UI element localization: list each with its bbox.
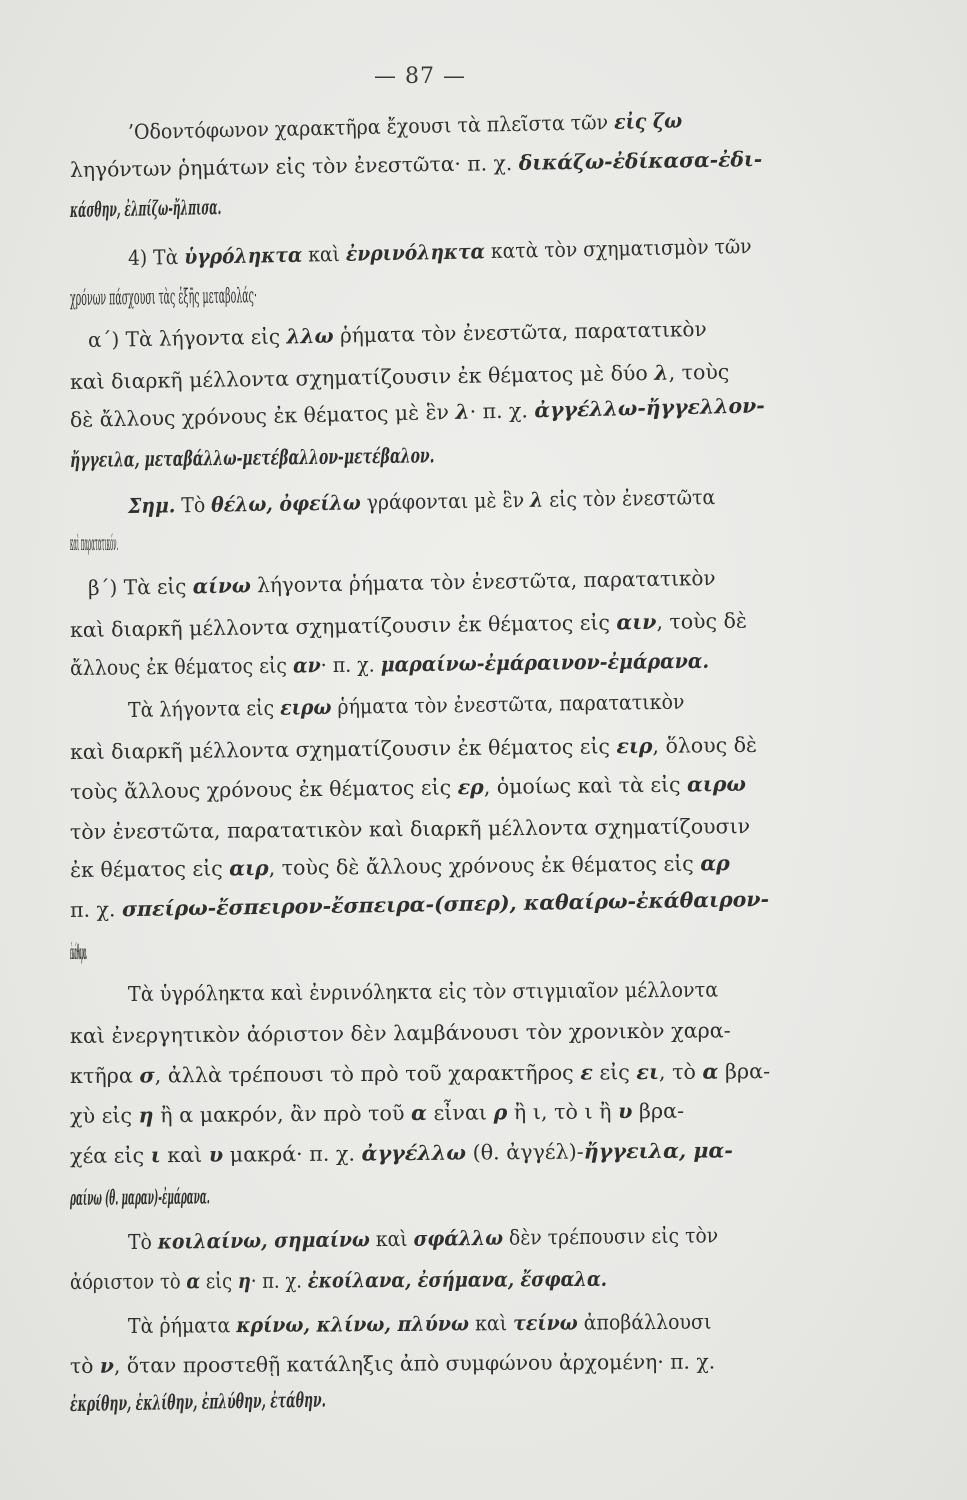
text-run: ἢ ι, τὸ ι ἢ — [507, 1099, 619, 1125]
text-line — [70, 650, 772, 678]
text-line — [70, 815, 830, 842]
text-line — [70, 533, 270, 554]
text-run: καὶ διαρκῆ μέλλοντα σχηματίζουσιν ἐκ θέματος εἰς — [69, 734, 617, 764]
text-line — [128, 979, 838, 1005]
text-line — [70, 1184, 402, 1208]
text-run: Τὸ — [127, 1229, 158, 1254]
text-line — [70, 773, 830, 803]
text-run: λήγοντα ῥήματα τὸν ἐνεστῶτα, παρατατικὸν — [250, 565, 716, 598]
bold-term: ν — [99, 1353, 115, 1378]
text-run: ’Οδοντόφωνον χαρακτῆρα ἔχουσι τὰ πλεῖστα τῶν — [127, 109, 615, 144]
bold-term: εἰς ζω — [613, 108, 683, 134]
text-run: δὲν τρέπουσιν εἰς τὸν — [502, 1223, 719, 1250]
text-run: βρα- — [632, 1098, 685, 1124]
bold-term: ει — [636, 1059, 660, 1085]
text-line — [88, 566, 830, 598]
bold-term: ἐνρινόληκτα — [345, 239, 486, 266]
bold-term: κοιλαίνω, σημαίνω — [157, 1227, 370, 1254]
text-line — [70, 443, 590, 470]
bold-term: ερ — [457, 774, 484, 800]
page-number: — 87 — — [374, 64, 466, 89]
text-run: χρόνων πάσχουσι τὰς ἑξῆς μεταβολάς· — [69, 283, 257, 310]
text-run: ἀόριστον τὸ — [69, 1269, 187, 1294]
bold-term: κρίνω, κλίνω, πλύνω — [236, 1311, 470, 1338]
text-line — [70, 394, 826, 430]
bold-term: τείνω — [513, 1310, 578, 1336]
text-run: καὶ διαρκῆ μέλλοντα σχηματίζουσιν ἐκ θέματος μὲ δύο — [69, 360, 655, 394]
text-run: μακρά· π. χ. — [223, 1141, 362, 1167]
text-run: καὶ — [369, 1226, 414, 1252]
text-run: , ὅταν προστεθῇ κατάληξις ἀπὸ συμφώνου ἀρχομένη· π. χ. — [113, 1349, 716, 1378]
text-line — [70, 1019, 836, 1046]
text-run: · π. χ. — [320, 652, 381, 678]
text-line — [70, 942, 190, 963]
text-run: (θ. ἀγγέλ)- — [465, 1139, 584, 1165]
bold-term: σφάλλω — [413, 1225, 504, 1251]
bold-term: υ — [617, 1099, 633, 1124]
bold-term: ἐκάθαρα. — [70, 940, 88, 964]
text-run: , ὅλους δὲ — [652, 732, 758, 758]
text-line — [70, 734, 830, 762]
bold-term: δικάζω-ἐδίκασα-ἐδι- — [518, 147, 763, 175]
bold-term: λλω — [286, 323, 334, 349]
bold-term: ἐκρίθην, ἐκλίθην, ἐπλύθην, ἐτάθην. — [69, 1387, 326, 1416]
text-run: α΄) Τὰ λήγοντα εἰς — [87, 324, 287, 352]
bold-term: ἐκοίλανα, ἐσήμανα, ἔσφαλα. — [307, 1266, 608, 1293]
text-line — [70, 1351, 822, 1377]
bold-term: ἤγγειλα, μεταβάλλω-μετέβαλλον-μετέβαλον. — [69, 443, 435, 472]
text-line — [128, 235, 822, 269]
text-run: ἀποβάλλουσι — [577, 1309, 712, 1335]
text-run: καὶ ἐνεργητικὸν ἀόριστον δὲν λαμβάνουσι τὸν χρονικὸν χαρα- — [69, 1018, 731, 1048]
text-run: εἰς — [200, 1268, 238, 1294]
bold-term: αν — [292, 653, 321, 678]
text-line — [128, 1311, 830, 1337]
text-run: χὺ εἰς — [69, 1103, 139, 1128]
bold-term: ρ — [493, 1100, 508, 1125]
text-line — [70, 609, 830, 640]
text-line — [128, 485, 826, 516]
text-run: καὶ διαρκῆ μέλλοντα σχηματίζουσιν ἐκ θέματος εἰς — [69, 610, 617, 642]
text-line — [128, 1224, 824, 1252]
text-run: , τοὺς δὲ — [656, 608, 748, 634]
text-run: εἰς τὸν ἐνεστῶτα — [543, 485, 716, 512]
bold-term: αίνω — [192, 573, 251, 599]
text-run: ἢ α μακρόν, ἂν πρὸ τοῦ — [153, 1101, 412, 1128]
text-run: εἶναι — [426, 1100, 494, 1125]
text-run: τοὺς ἄλλους χρόνους ἐκ θέματος εἰς — [69, 775, 458, 804]
bold-term: αρ — [700, 851, 730, 876]
text-run: , ὁμοίως καὶ τὰ εἰς — [483, 772, 688, 799]
bold-term: ειρ — [616, 733, 653, 759]
bold-term: υ — [208, 1142, 224, 1167]
text-run: β΄) Τὰ εἰς — [87, 574, 193, 600]
bold-term: ὑγρόληκτα — [184, 242, 303, 269]
bold-term: αιρ — [229, 855, 269, 881]
bold-term: μαραίνω-ἐμάραινον-ἐμάρανα. — [380, 648, 710, 677]
bold-term: ραίνω (θ. μαραν)-ἐμάρανα. — [69, 1184, 210, 1210]
text-line — [128, 689, 830, 720]
text-run: ῥήματα τὸν ἐνεστῶτα, παρατατικὸν — [331, 689, 685, 719]
text-run: εἰς — [592, 1060, 637, 1085]
bold-term: ειρω — [279, 694, 332, 720]
text-line — [70, 360, 830, 392]
bold-term: θέλω, ὀφείλω — [211, 490, 361, 517]
text-run: Τὰ ῥήματα — [127, 1313, 237, 1338]
text-run: 4) Τὰ — [127, 244, 185, 270]
text-run: γράφονται μὲ ἓν — [360, 487, 531, 515]
text-run: δὲ ἄλλους χρόνους ἐκ θέματος μὲ ἓν — [69, 399, 456, 432]
text-run: , ἀλλὰ τρέπουσι τὸ πρὸ τοῦ χαρακτῆρος — [154, 1060, 581, 1088]
bold-term: αιν — [616, 609, 657, 635]
text-run: · π. χ. — [250, 1268, 308, 1293]
text-line — [70, 1268, 734, 1292]
text-run: , τοὺς — [668, 359, 730, 385]
text-run: κτῆρα — [69, 1063, 140, 1088]
text-line — [88, 317, 830, 351]
text-run: ἄλλους ἐκ θέματος εἰς — [69, 653, 294, 680]
bold-term: ἀγγέλλω — [361, 1140, 467, 1166]
text-run: Τὰ ὑγρόληκτα καὶ ἐνρινόληκτα εἰς τὸν στιγμιαῖον μέλλοντα — [127, 977, 719, 1006]
text-line — [128, 107, 830, 142]
bold-term: η — [237, 1268, 251, 1293]
text-line — [70, 1386, 530, 1414]
text-run: καὶ — [302, 241, 347, 267]
text-run: ληγόντων ῥημάτων εἰς τὸν ἐνεστῶτα· π. χ. — [69, 150, 519, 182]
bold-term: σπείρω-ἔσπειρον-ἔσπειρα-(σπερ), καθαίρω-ἐκάθαιρον- — [121, 887, 770, 922]
text-run: κατὰ τὸν σχηματισμὸν τῶν — [484, 234, 752, 264]
text-line — [70, 148, 822, 180]
text-run: , τοὺς δὲ ἄλλους χρόνους ἐκ θέματος εἰς — [268, 851, 701, 880]
text-line — [70, 192, 470, 220]
text-run: Τὸ — [175, 492, 212, 518]
bold-term: η — [138, 1103, 154, 1128]
text-line — [70, 1099, 836, 1126]
bold-term: α — [186, 1269, 201, 1294]
text-line — [70, 1061, 836, 1087]
bold-term: κάσθην, ἐλπίζω-ἤλπισα. — [69, 194, 222, 222]
text-line — [70, 888, 830, 920]
text-run: καὶ — [160, 1142, 209, 1168]
bold-term: α — [410, 1100, 428, 1126]
text-line — [70, 283, 420, 309]
text-run: Τὰ λήγοντα εἰς — [127, 695, 281, 722]
text-run: τὸν ἐνεστῶτα, παρατατικὸν καὶ διαρκῆ μέλλοντα σχηματίζουσιν — [69, 814, 751, 844]
text-run: τὸ — [69, 1353, 100, 1378]
bold-term: ι — [150, 1143, 161, 1168]
bold-term: λ — [529, 487, 544, 512]
text-run: χέα εἰς — [69, 1143, 151, 1168]
text-line — [70, 852, 832, 880]
text-run: βρα- — [718, 1059, 771, 1084]
bold-term: ἀγγέλλω-ἤγγελλον- — [534, 393, 765, 423]
bold-term: σ — [139, 1063, 155, 1088]
bold-term: λ — [455, 399, 470, 424]
bold-term: λ — [654, 360, 669, 385]
text-run: καὶ — [468, 1311, 514, 1336]
bold-term: Σημ. — [127, 493, 176, 518]
text-run: π. χ. — [69, 897, 123, 922]
bold-term: αιρω — [686, 771, 747, 797]
text-run: ἐκ θέματος εἰς — [69, 856, 230, 882]
bold-term: ἤγγειλα, μα- — [583, 1138, 734, 1164]
bold-term: ε — [580, 1060, 593, 1085]
text-run: , τὸ — [658, 1059, 703, 1084]
bold-term: α — [702, 1059, 719, 1084]
text-run: ῥήματα τὸν ἐνεστῶτα, παρατατικὸν — [333, 316, 707, 348]
text-run: · π. χ. — [469, 398, 535, 424]
text-line — [70, 1139, 836, 1166]
text-run: καὶ παρατατικόν. — [70, 531, 119, 555]
